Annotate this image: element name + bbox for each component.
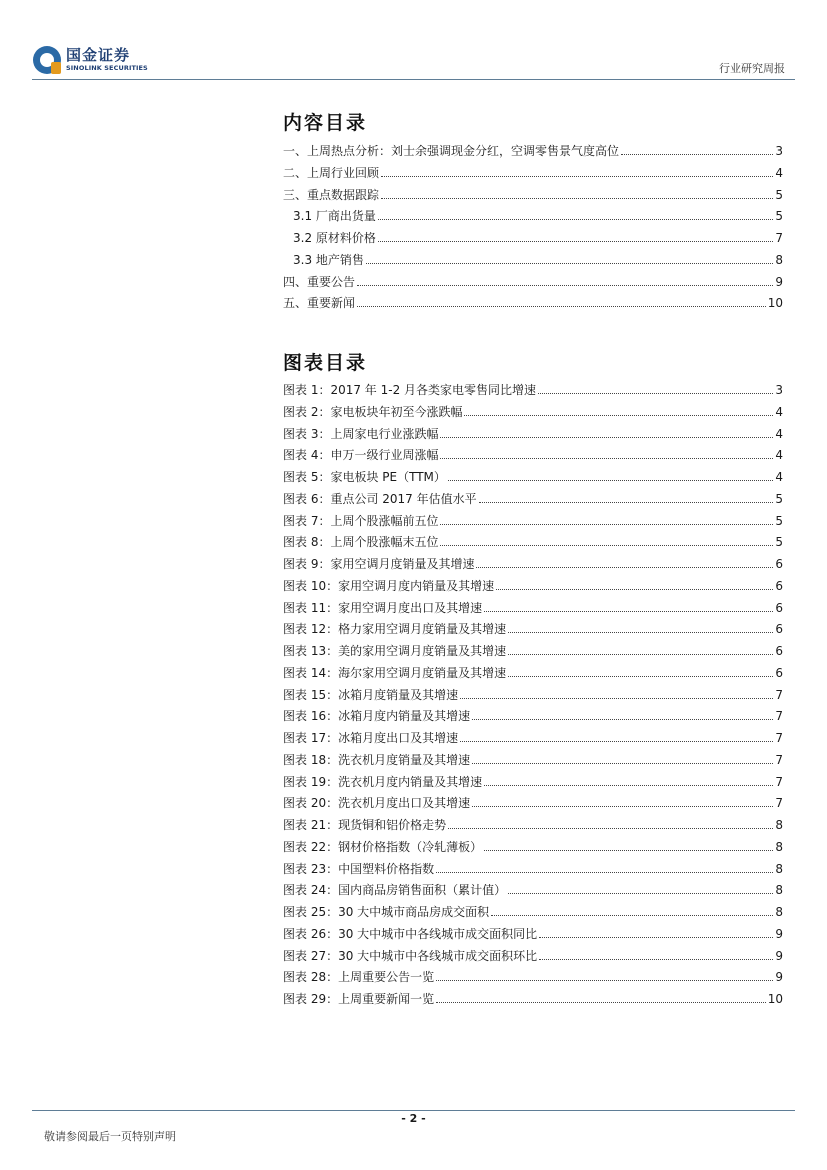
company-logo [33, 46, 148, 74]
figures-entry-label: 图表 10：家用空调月度内销量及其增速 [283, 578, 495, 593]
contents-entry-label: 五、重要新闻 [283, 296, 356, 311]
dot-leader [381, 175, 773, 177]
contents-entry[interactable] [283, 293, 783, 315]
contents-entry-label: 3.3 地产销售 [293, 252, 364, 267]
dot-leader [440, 523, 773, 525]
figures-list [283, 380, 783, 1011]
figures-entry-page: 10 [767, 992, 783, 1006]
figures-entry[interactable] [283, 793, 783, 815]
figures-entry-label: 图表 17：冰箱月度出口及其增速 [283, 731, 459, 745]
dot-leader [472, 762, 773, 764]
dot-leader [436, 979, 773, 981]
figures-entry-page: 6 [775, 578, 783, 593]
figures-entry-page: 7 [775, 752, 783, 767]
figures-entry-page: 8 [775, 905, 783, 919]
figures-entry-label: 图表 1：2017 年 1-2 月各类家电零售同比增速 [283, 383, 537, 397]
contents-entry-label: 3.1 厂商出货量 [293, 209, 376, 224]
dot-leader [539, 958, 773, 960]
figures-entry[interactable] [283, 641, 783, 663]
contents-entry-page: 5 [775, 209, 783, 224]
figures-entry-page: 7 [775, 709, 783, 724]
contents-entry-label: 二、上周行业回顾 [283, 165, 380, 180]
figures-entry-label: 图表 20：洗衣机月度出口及其增速 [283, 796, 471, 811]
contents-entry[interactable] [283, 185, 783, 207]
figures-entry-label: 图表 2：家电板块年初至今涨跌幅 [283, 404, 463, 419]
figures-entry-page: 8 [775, 861, 783, 876]
figures-entry-label: 图表 16：冰箱月度内销量及其增速 [283, 709, 471, 724]
figures-entry[interactable] [283, 467, 783, 489]
dot-leader [508, 892, 773, 894]
figures-entry[interactable] [283, 554, 783, 576]
figures-entry-page: 6 [775, 644, 783, 658]
figures-entry-page: 6 [775, 665, 783, 680]
figures-entry-label: 图表 6：重点公司 2017 年估值水平 [283, 491, 477, 506]
logo-chinese-name: 国金证券 [66, 46, 131, 65]
dot-leader [357, 284, 773, 286]
figures-entry-page: 9 [775, 970, 783, 985]
figures-entry-label: 图表 15：冰箱月度销量及其增速 [283, 687, 459, 702]
figures-entry[interactable] [283, 967, 783, 989]
figures-entry-label: 图表 25：30 大中城市商品房成交面积 [283, 905, 490, 919]
contents-entry-page: 4 [775, 165, 783, 180]
figures-entry-page: 7 [775, 796, 783, 811]
dot-leader [460, 740, 773, 742]
contents-entry-label: 一、上周热点分析：刘士余强调现金分红，空调零售景气度高位 [283, 144, 620, 158]
logo-english-name: SINOLINK SECURITIES [66, 64, 148, 73]
figures-entry[interactable] [283, 706, 783, 728]
figures-entry[interactable] [283, 532, 783, 554]
contents-entry-page: 7 [775, 231, 783, 245]
figures-entry[interactable] [283, 859, 783, 881]
figures-entry-label: 图表 24：国内商品房销售面积（累计值） [283, 883, 507, 898]
figures-entry[interactable] [283, 598, 783, 620]
figures-entry[interactable] [283, 924, 783, 946]
figures-entry[interactable] [283, 880, 783, 902]
figures-entry-page: 8 [775, 839, 783, 854]
figures-entry[interactable] [283, 946, 783, 968]
contents-entry-page: 10 [767, 296, 783, 311]
figures-entry[interactable] [283, 424, 783, 446]
dot-leader [491, 914, 773, 916]
dot-leader [538, 392, 773, 394]
logo-mark-icon [33, 46, 61, 74]
figures-entry[interactable] [283, 489, 783, 511]
figures-entry[interactable] [283, 663, 783, 685]
contents-entry-label: 四、重要公告 [283, 274, 356, 289]
figures-entry-label: 图表 9：家用空调月度销量及其增速 [283, 557, 475, 571]
figures-entry-page: 4 [775, 426, 783, 441]
footer-divider [32, 1110, 795, 1111]
figures-entry[interactable] [283, 402, 783, 424]
contents-entry-page: 5 [775, 187, 783, 202]
figures-entry-label: 图表 23：中国塑料价格指数 [283, 861, 435, 876]
figures-entry-page: 4 [775, 448, 783, 463]
figures-entry-label: 图表 18：洗衣机月度销量及其增速 [283, 752, 471, 767]
contents-entry-label: 三、重点数据跟踪 [283, 187, 380, 202]
figures-entry-page: 3 [775, 383, 783, 397]
dot-leader [440, 436, 773, 438]
figures-entry-label: 图表 12：格力家用空调月度销量及其增速 [283, 622, 507, 637]
figures-entry-page: 5 [775, 513, 783, 528]
dot-leader [460, 697, 773, 699]
figures-entry-page: 7 [775, 774, 783, 789]
figures-entry-page: 7 [775, 731, 783, 745]
figures-entry-page: 7 [775, 687, 783, 702]
figures-entry[interactable] [283, 619, 783, 641]
dot-leader [508, 675, 773, 677]
figures-entry-label: 图表 19：洗衣机月度内销量及其增速 [283, 774, 483, 789]
dot-leader [508, 653, 773, 655]
figures-entry[interactable] [283, 445, 783, 467]
dot-leader [436, 1001, 766, 1003]
page-number: - 2 - [401, 1112, 426, 1125]
figures-entry-label: 图表 27：30 大中城市中各线城市成交面积环比 [283, 948, 538, 963]
contents-entry[interactable] [283, 141, 783, 163]
dot-leader [496, 588, 773, 590]
figures-entry-page: 6 [775, 622, 783, 637]
figures-entry-label: 图表 11：家用空调月度出口及其增速 [283, 600, 483, 615]
dot-leader [440, 457, 773, 459]
dot-leader [448, 479, 773, 481]
figures-entry[interactable] [283, 815, 783, 837]
figures-entry-page: 4 [775, 404, 783, 419]
dot-leader [436, 871, 773, 873]
dot-leader [508, 631, 773, 633]
dot-leader [378, 218, 773, 220]
figures-entry[interactable] [283, 685, 783, 707]
dot-leader [484, 610, 773, 612]
dot-leader [381, 197, 773, 199]
dot-leader [472, 805, 773, 807]
figures-entry-page: 9 [775, 948, 783, 963]
figures-entry-page: 9 [775, 926, 783, 941]
figures-entry-page: 5 [775, 535, 783, 550]
dot-leader [484, 784, 773, 786]
figures-entry-page: 8 [775, 818, 783, 832]
dot-leader [484, 849, 773, 851]
figures-entry-page: 5 [775, 491, 783, 506]
figures-entry-label: 图表 3：上周家电行业涨跌幅 [283, 426, 439, 441]
contents-entry[interactable] [283, 206, 783, 228]
header-divider [32, 79, 795, 80]
figures-entry-label: 图表 22：钢材价格指数（冷轧薄板） [283, 839, 483, 854]
dot-leader [539, 936, 773, 938]
figures-entry-page: 6 [775, 600, 783, 615]
figures-entry-page: 4 [775, 470, 783, 484]
figures-entry-label: 图表 4：申万一级行业周涨幅 [283, 448, 439, 463]
figures-entry[interactable] [283, 989, 783, 1011]
page-header [0, 0, 827, 80]
contents-entry[interactable] [283, 272, 783, 294]
figures-entry[interactable] [283, 837, 783, 859]
figures-entry-label: 图表 5：家电板块 PE（TTM） [283, 470, 446, 484]
contents-entry[interactable] [283, 228, 783, 250]
contents-entry-page: 8 [775, 252, 783, 267]
dot-leader [472, 718, 773, 720]
contents-entry[interactable] [283, 163, 783, 185]
figures-entry-label: 图表 8：上周个股涨幅末五位 [283, 535, 439, 550]
figures-entry-label: 图表 29：上周重要新闻一览 [283, 992, 435, 1006]
dot-leader [378, 240, 773, 242]
figures-entry-label: 图表 26：30 大中城市中各线城市成交面积同比 [283, 926, 538, 941]
figures-entry-label: 图表 21：现货铜和铝价格走势 [283, 818, 447, 832]
figures-entry-label: 图表 13：美的家用空调月度销量及其增速 [283, 644, 507, 658]
report-type: 行业研究周报 [719, 62, 785, 75]
contents-entry-page: 3 [775, 144, 783, 158]
figures-entry-label: 图表 7：上周个股涨幅前五位 [283, 513, 439, 528]
contents-entry[interactable] [283, 250, 783, 272]
figures-entry[interactable] [283, 576, 783, 598]
footer-disclaimer: 敬请参阅最后一页特别声明 [44, 1130, 176, 1143]
figures-entry-page: 6 [775, 557, 783, 571]
figures-entry-label: 图表 28：上周重要公告一览 [283, 970, 435, 985]
figures-entry-page: 8 [775, 883, 783, 898]
figures-entry[interactable] [283, 511, 783, 533]
figures-title: 图表目录 [283, 352, 368, 374]
dot-leader [448, 827, 773, 829]
contents-title: 内容目录 [283, 112, 368, 134]
figures-entry[interactable] [283, 902, 783, 924]
figures-entry[interactable] [283, 750, 783, 772]
figures-entry[interactable] [283, 772, 783, 794]
dot-leader [357, 305, 766, 307]
dot-leader [464, 414, 773, 416]
dot-leader [440, 544, 773, 546]
dot-leader [476, 566, 773, 568]
dot-leader [621, 153, 773, 155]
dot-leader [366, 262, 773, 264]
contents-entry-label: 3.2 原材料价格 [293, 231, 376, 245]
figures-entry[interactable] [283, 380, 783, 402]
dot-leader [479, 501, 774, 503]
figures-entry[interactable] [283, 728, 783, 750]
contents-entry-page: 9 [775, 274, 783, 289]
contents-list [283, 141, 783, 315]
figures-entry-label: 图表 14：海尔家用空调月度销量及其增速 [283, 665, 507, 680]
